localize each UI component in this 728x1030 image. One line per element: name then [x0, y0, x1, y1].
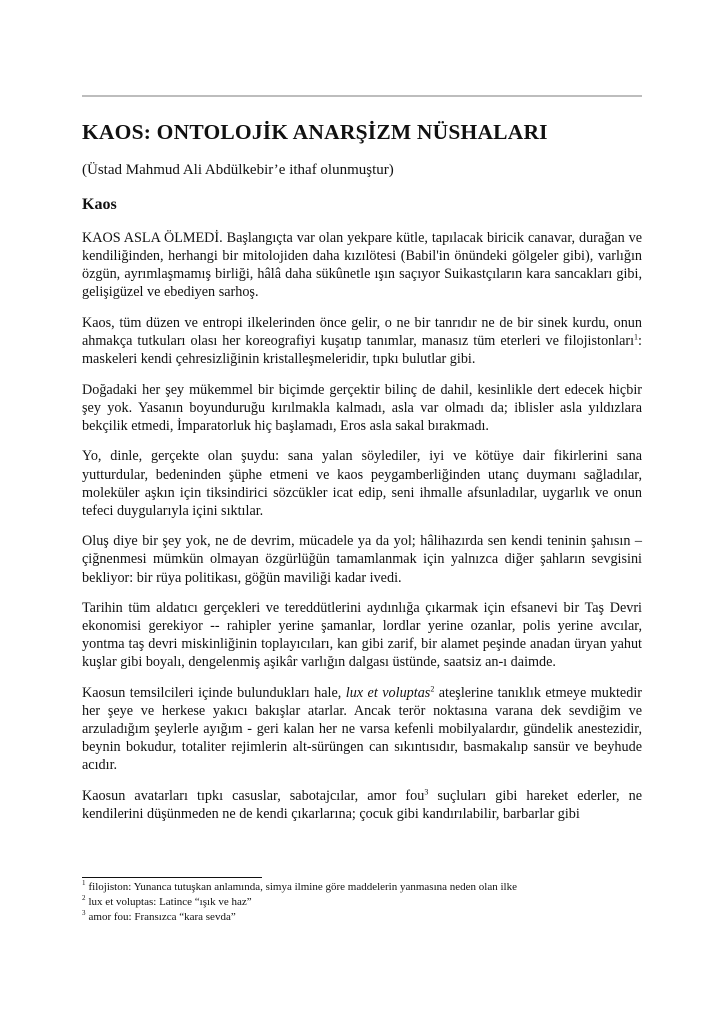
- footnote-ref-1: 1: [634, 332, 639, 342]
- dedication-line: (Üstad Mahmud Ali Abdülkebir’e ithaf olunmuştur): [82, 162, 394, 178]
- footnote-ref-2: 2: [430, 684, 435, 694]
- paragraph-8-text-b: suçluları gibi hareket ederler, ne kendilerini düşünmeden ne de kendi çıkarlarına; çocuk gibi kandırılabilir, barbarlar gibi: [82, 787, 642, 823]
- paragraph-6: Tarihin tüm aldatıcı gerçekleri ve tereddütlerini aydınlığa çıkarmak için efsanevi bir Taş Devri ekonomisi gerekiyor -- rahipler yerine şamanlar, lordlar yerine ozanlar, polis yerine avcılar, yontma taş devri miskinliğinin toplayıcıları, kan gibi zarif, bir alamet peşinde anadan üryan yahut kuşlar gibi boyalı, dengelenmiş aşikâr varlığın dalgası üstünde, saatsiz an-ı daimde.: [82, 600, 642, 671]
- paragraph-1: KAOS ASLA ÖLMEDİ. Başlangıçta var olan yekpare kütle, tapılacak biricik canavar, durağan ve kendiliğinden, herhangi bir mitolojiden daha kızılötesi (Babil'in önündeki gölgeler gibi), varlığın özgün, ayrımlaşmamış birliği, hâlâ daha sükûnetle ışın saçıyor Suikastçıların kara sancakları gibi, gelişigüzel ve ebediyen sarhoş.: [82, 230, 642, 301]
- footnote-number: 3: [82, 909, 86, 918]
- footnote-3: [82, 910, 642, 925]
- footnote-number: 2: [82, 894, 86, 903]
- footnote-text: amor fou: Fransızca “kara sevda”: [88, 911, 236, 923]
- paragraph-2-text-b: : maskeleri kendi çehresizliğinin kristalleşmeleridir, tıpkı bulutlar gibi.: [82, 332, 642, 368]
- body-text: [82, 229, 642, 836]
- footnote-rule: [82, 877, 262, 878]
- footnote-1: [82, 880, 642, 895]
- footnote-number: 1: [82, 879, 86, 888]
- paragraph-8: [82, 787, 642, 823]
- footnotes: [82, 880, 642, 925]
- section-heading: Kaos: [82, 196, 117, 213]
- footnote-text: lux et voluptas: Latince “ışık ve haz”: [88, 896, 252, 908]
- footnote-text: filojiston: Yunanca tutuşkan anlamında, simya ilmine göre maddelerin yanmasına neden olan ilke: [88, 881, 517, 893]
- paragraph-2-text-a: Kaos, tüm düzen ve entropi ilkelerinden önce gelir, o ne bir tanrıdır ne de bir sinek kurdu, onun ahmakça tutkuları olası her koreografiyi kuşatıp tanımlar, manasız tüm eterleri ve filojistonları: [82, 314, 642, 349]
- paragraph-7-text-a: Kaosun temsilcileri içinde bulundukları hale,: [82, 684, 346, 701]
- paragraph-7-italic: lux et voluptas: [345, 684, 431, 701]
- paragraph-4: Yo, dinle, gerçekte olan şuydu: sana yalan söylediler, iyi ve kötüye dair fikirlerini sana yutturdular, bedeninden şüphe etmeni ve kaos peygamberliğinden utanç duymanı sağladılar, moleküler aşkın için tiksindirici sözcükler icat edip, seni ihmalle afsunladılar, uygarlık ve onun tefeci duygularıyla içini sıktılar.: [82, 448, 642, 519]
- paragraph-5: Oluş diye bir şey yok, ne de devrim, mücadele ya da yol; hâlihazırda sen kendi teninin şahısın – çiğnenmesi mümkün olmayan özgürlüğün tamamlanmak için yalnızca diğer şahların sevgisini bekliyor: bir rüya politikası, göğün maviliği kadar ivedi.: [82, 533, 642, 586]
- footnote-ref-3: 3: [424, 787, 429, 797]
- header-rule: [82, 95, 642, 97]
- paragraph-8-text-a: Kaosun avatarları tıpkı casuslar, sabotajcılar, amor fou: [82, 787, 425, 804]
- footnote-2: [82, 895, 642, 910]
- document-title: KAOS: ONTOLOJİK ANARŞİZM NÜSHALARI: [82, 120, 548, 144]
- paragraph-7: [82, 684, 642, 774]
- paragraph-3: Doğadaki her şey mükemmel bir biçimde gerçektir bilinç de dahil, kesinlikle dert edecek hiçbir şey yok. Yasanın boyunduruğu kırılmakla kalmadı, asla var olmadı da; iblisler asla yıldızlara bekçilik etmedi, İmparatorluk hiç başlamadı, Eros asla sakal bırakmadı.: [82, 381, 642, 434]
- paragraph-2: [82, 314, 642, 368]
- paragraph-7-text-b: ateşlerine tanıklık etmeye muktedir her şeye ve herkese yakıcı bakışlar atarlar. Ancak terör noktasına varana dek sevdiğim ve arzuladığım şeylerle ayığım - geri kalan her ne varsa kefenli mobilyalardır, gündelik anestezidir, beynin bokudur, totaliter rejimlerin alt-sürüngen can sıkıntısıdır, basmakalıp sansür ve beyhude acıdır.: [82, 684, 642, 774]
